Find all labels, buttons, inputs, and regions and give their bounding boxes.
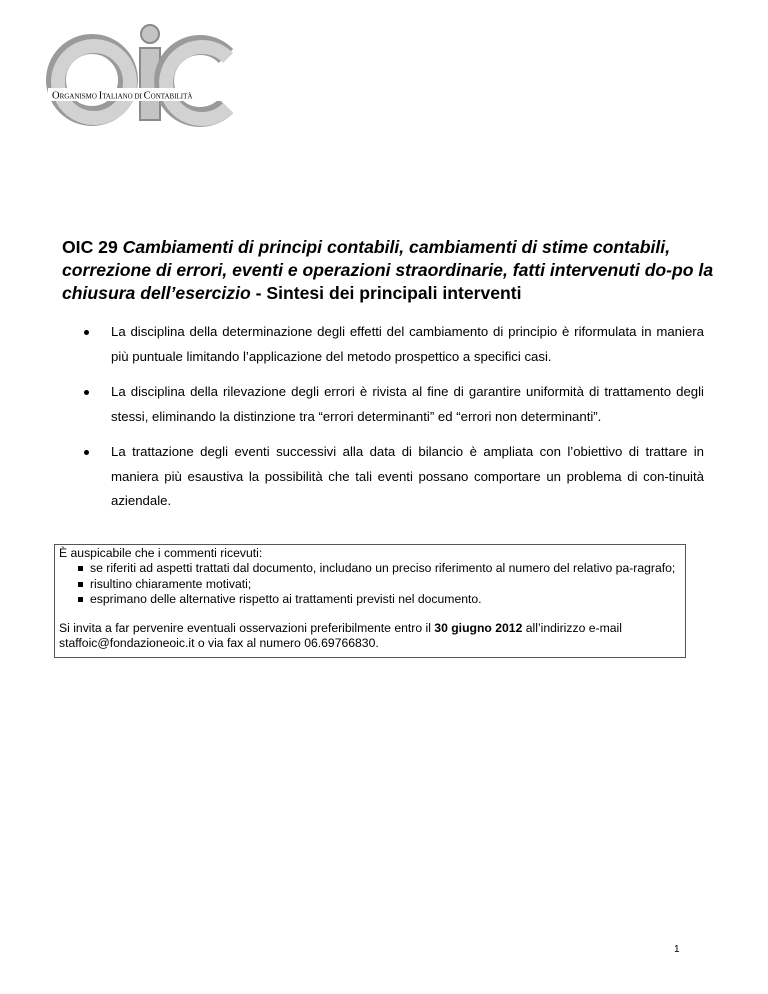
oic-logo-graphic — [44, 22, 240, 138]
title-italic: Cambiamenti di principi contabili, cambiamenti di stime contabili, correzione di errori, eventi e operazioni straordinarie, fatti intervenuti do-po la chiusura dell’esercizio — [62, 237, 714, 303]
invite-text-before: Si invita a far pervenire eventuali osservazioni preferibilmente entro il — [59, 620, 435, 635]
comments-item: risultino chiaramente motivati; — [59, 577, 679, 592]
comments-box — [54, 544, 686, 658]
summary-item: La disciplina della rilevazione degli errori è rivista al fine di garantire uniformità di trattamento degli stessi, eliminando la distinzione tra “errori determinanti” ed “errori non determinanti”. — [62, 380, 704, 429]
document-title — [62, 236, 722, 305]
comments-item: se riferiti ad aspetti trattati dal documento, includano un preciso riferimento al numero del relativo pa-ragrafo; — [59, 561, 679, 576]
summary-item: La disciplina della determinazione degli effetti del cambiamento di principio è riformulata in maniera più puntuale limitando l’applicazione del metodo prospettico a specifici casi. — [62, 320, 704, 369]
oic-logo — [44, 22, 240, 138]
page-number: 1 — [674, 944, 680, 955]
deadline: 30 giugno 2012 — [434, 620, 523, 635]
comments-list — [59, 561, 679, 607]
logo-caption: ORGANISMO ITALIANO DI CONTABILITÀ — [52, 90, 193, 102]
comments-item: esprimano delle alternative rispetto ai trattamenti previsti nel documento. — [59, 592, 679, 607]
title-prefix: OIC 29 — [62, 237, 123, 257]
summary-item: La trattazione degli eventi successivi alla data di bilancio è ampliata con l’obiettivo di trattare in maniera più esaustiva la possibilità che tali eventi possano comportare un problema di con-tinuità aziendale. — [62, 440, 704, 514]
comments-invite — [59, 621, 679, 652]
invite-text-after: all’indirizzo e-mail staffoic@fondazioneoic.it o via fax al numero 06.69766830. — [59, 620, 622, 651]
title-suffix: - Sintesi dei principali interventi — [250, 283, 522, 303]
summary-list — [62, 320, 704, 525]
comments-intro: È auspicabile che i commenti ricevuti: — [59, 546, 263, 560]
